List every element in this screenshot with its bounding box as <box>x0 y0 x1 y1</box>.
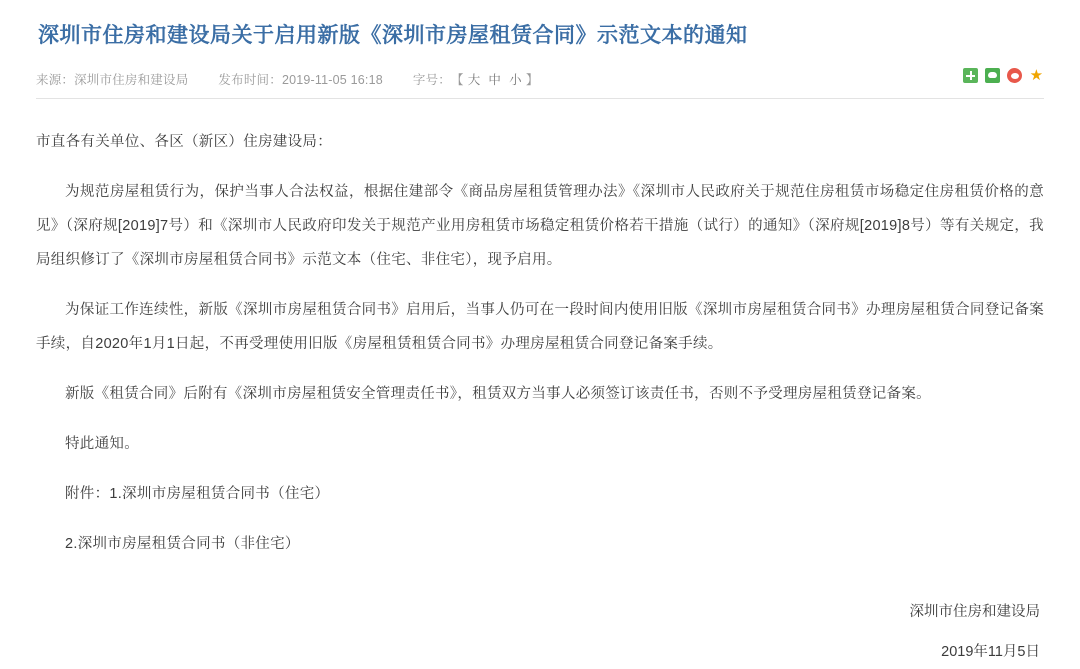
meta-publish-time <box>218 70 382 88</box>
signature-date: 2019年11月5日 <box>941 644 1040 660</box>
meta-publish-value: 2019-11-05 16:18 <box>281 73 383 87</box>
paragraph-1: 为规范房屋租赁行为，保护当事人合法权益，根据住建部令《商品房屋租赁管理办法》《深圳市人民政府关于规范住房租赁市场稳定住房租赁价格的意见》（深府规[2019]7号）和《深圳市人民政府印发关于规范产业用房租赁市场稳定租赁价格若干措施（试行）的通知》（深府规[2019]8号）等有关规定，我局组织修订了《深圳市房屋租赁合同书》示范文本（住宅、非住宅），现予启用。 <box>36 184 1044 268</box>
favorite-star-icon[interactable]: ★ <box>1029 67 1044 84</box>
wechat-share-icon[interactable] <box>985 68 1000 83</box>
meta-source-value: 深圳市住房和建设局 <box>74 73 189 87</box>
weibo-share-icon[interactable] <box>1007 68 1022 83</box>
font-size-control <box>413 70 539 88</box>
font-size-small-button[interactable]: 小 <box>509 73 522 87</box>
attachment-item-2: 2.深圳市房屋租赁合同书（非住宅） <box>65 536 300 552</box>
font-size-label: 字号： <box>412 73 452 87</box>
share-toolbar <box>963 68 1044 83</box>
font-size-medium-button[interactable]: 中 <box>488 73 502 87</box>
signature-org: 深圳市住房和建设局 <box>909 604 1040 620</box>
bracket-open: 【 <box>451 73 464 87</box>
bracket-close: 】 <box>525 73 539 87</box>
meta-source-label: 来源： <box>36 73 75 87</box>
font-size-large-button[interactable]: 大 <box>467 73 481 87</box>
paragraph-3: 新版《租赁合同》后附有《深圳市房屋租赁安全管理责任书》，租赁双方当事人必须签订该责任书，否则不予受理房屋租赁登记备案。 <box>65 386 931 402</box>
article-meta-bar <box>36 67 1044 99</box>
meta-publish-label: 发布时间： <box>218 73 282 87</box>
page-title: 深圳市住房和建设局关于启用新版《深圳市房屋租赁合同》示范文本的通知 <box>38 24 748 47</box>
paragraph-2: 为保证工作连续性，新版《深圳市房屋租赁合同书》启用后，当事人仍可在一段时间内使用旧版《深圳市房屋租赁合同书》办理房屋租赁合同登记备案手续，自2020年1月1日起，不再受理使用旧版《房屋租赁租赁合同书》办理房屋租赁合同登记备案手续。 <box>36 302 1044 352</box>
add-share-icon[interactable] <box>963 68 978 83</box>
signature-block <box>36 595 1044 669</box>
article-body <box>36 125 1044 561</box>
attachment-item-1: 附件：1.深圳市房屋租赁合同书（住宅） <box>65 486 330 502</box>
meta-source <box>36 70 188 88</box>
paragraph-salutation: 市直各有关单位、各区（新区）住房建设局： <box>36 134 332 150</box>
paragraph-4: 特此通知。 <box>65 436 139 452</box>
